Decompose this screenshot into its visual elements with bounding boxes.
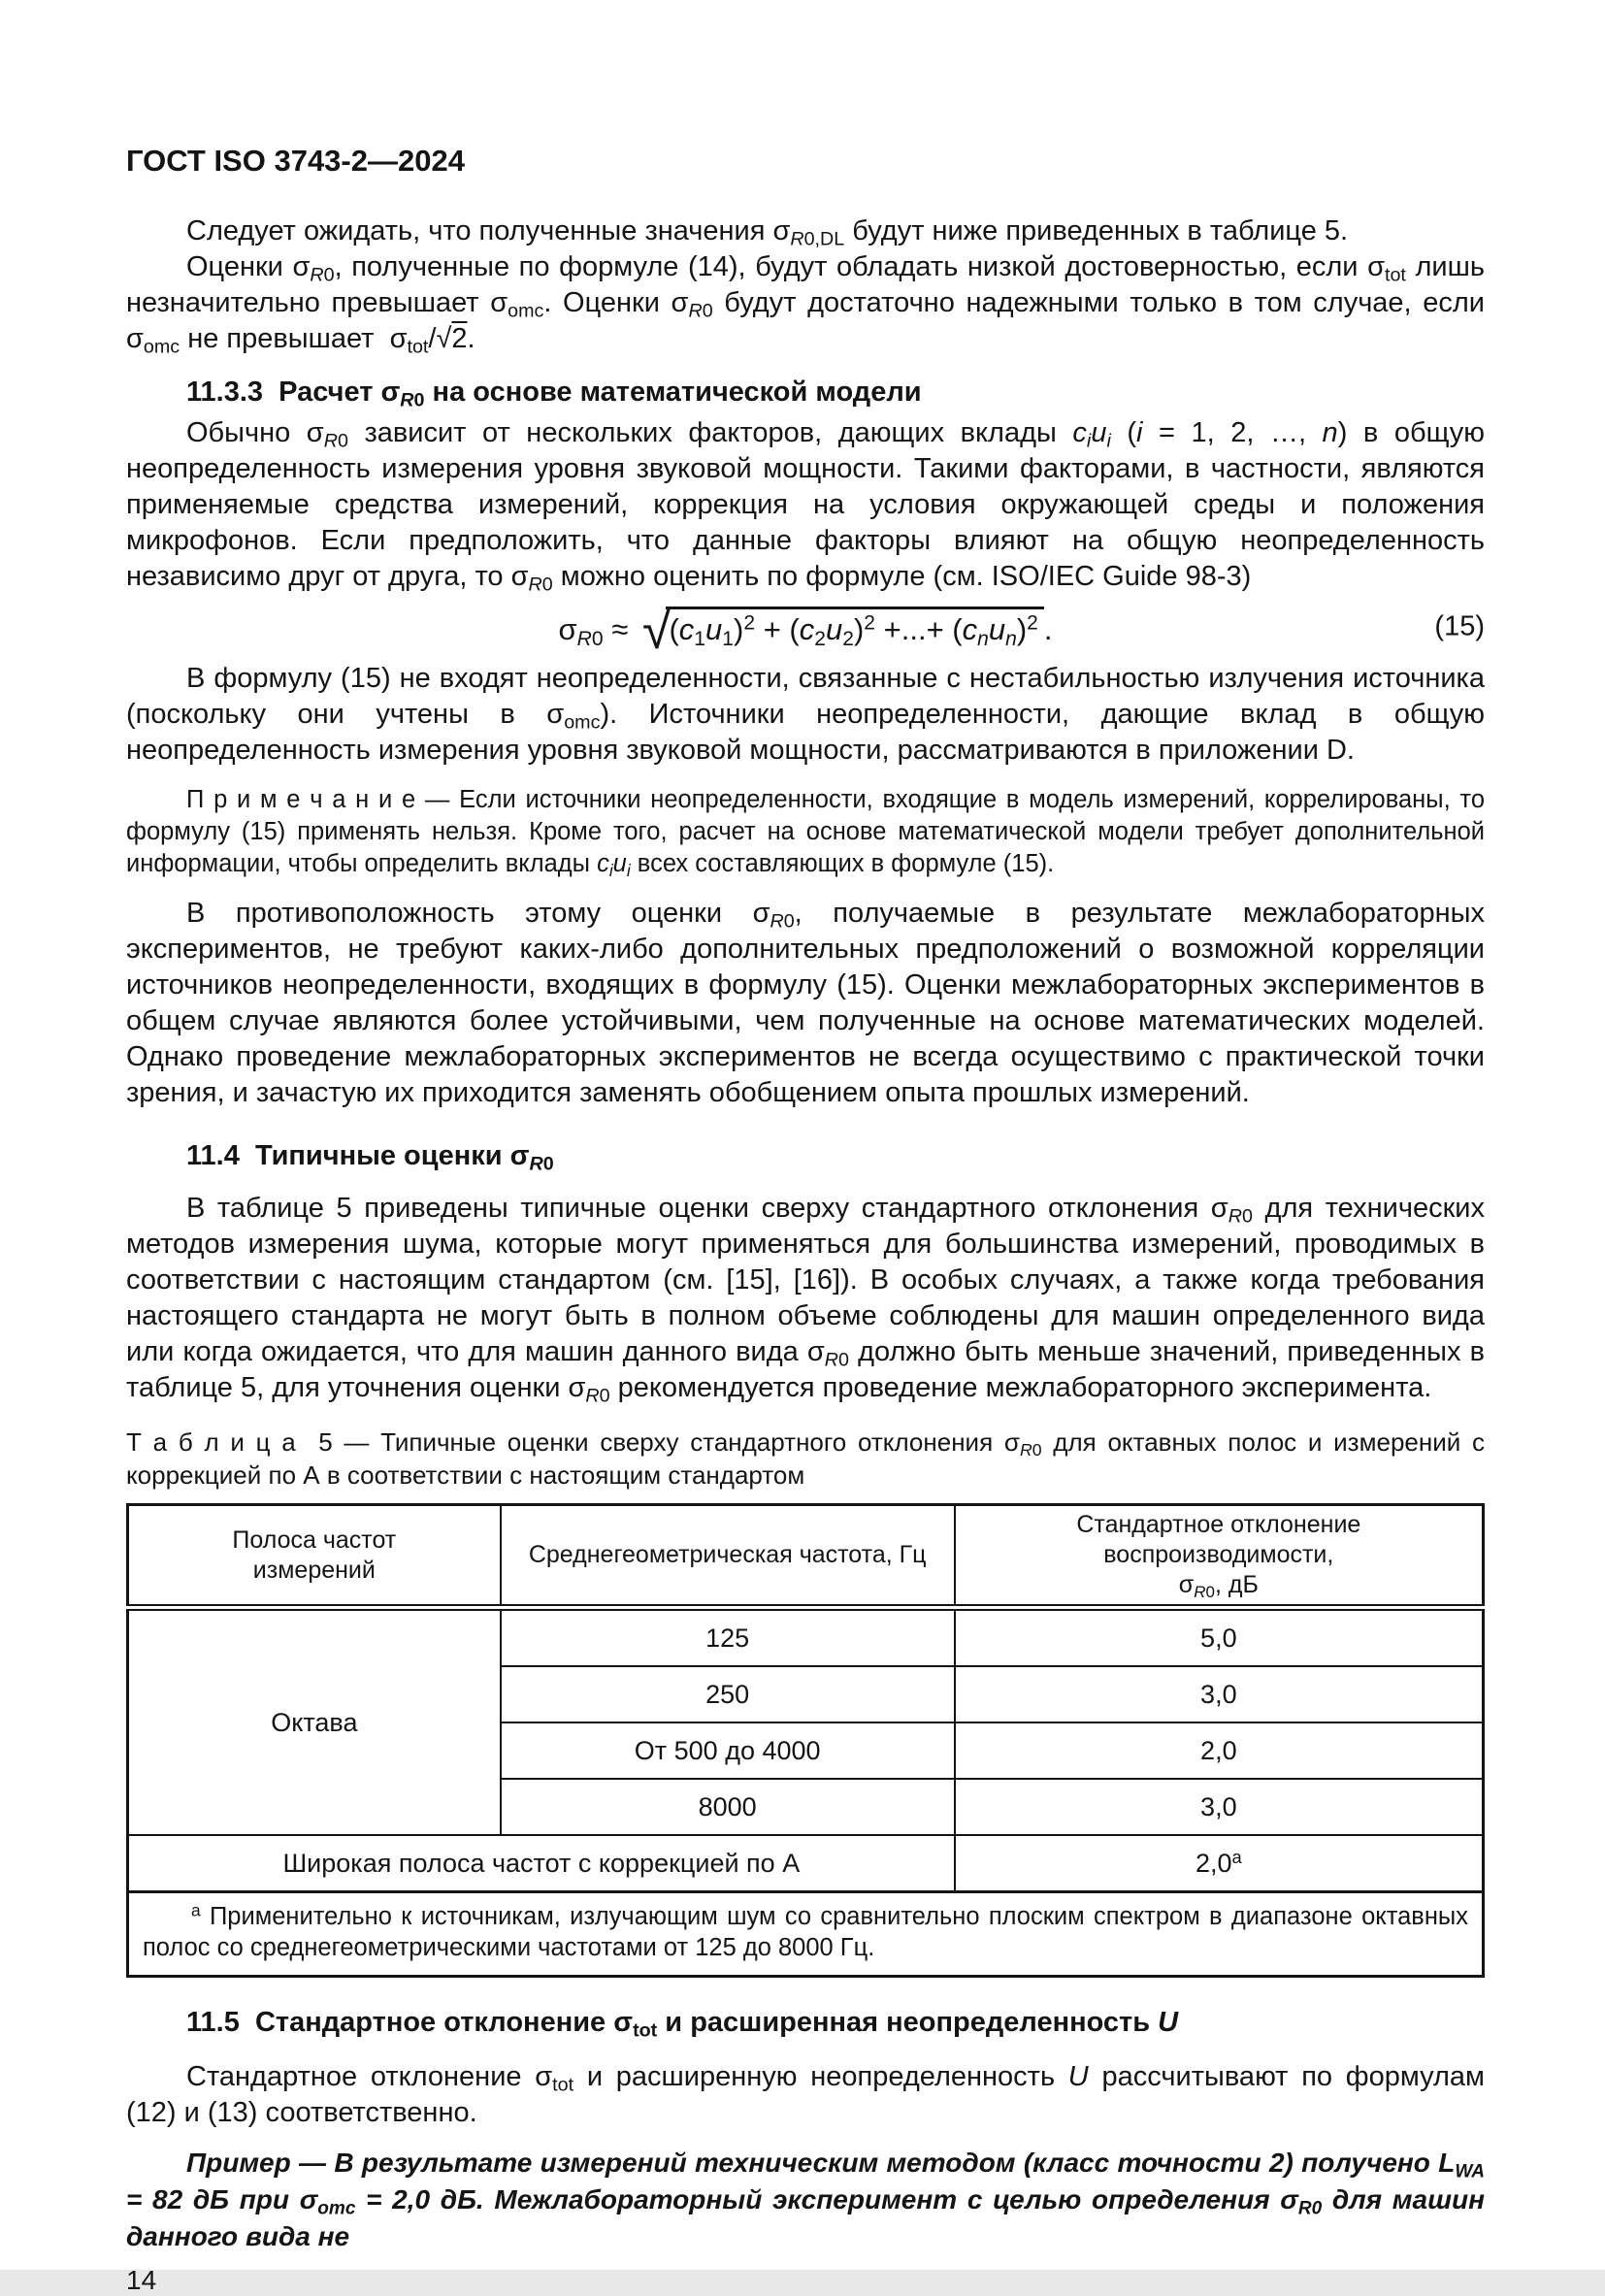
section-heading-11-4: 11.4 Типичные оценки $\sigma_{R0}$: [186, 1140, 554, 1175]
table-row-125: [128, 1608, 1484, 1667]
stddev-cell: 2,0: [955, 1722, 1484, 1779]
formula-number: (15): [1434, 610, 1485, 642]
document-standard-number: ГОСТ ISO 3743-2—2024: [126, 144, 465, 178]
table-5-caption: Т а б л и ц а 5 — Типичные оценки сверху стандартного отклонения $\sigma_{R0}$ для октавных полос и измерений с коррекцией по А в соответствии с настоящим стандартом: [126, 1427, 1486, 1490]
table-5: [126, 1503, 1485, 1978]
formula-period: .: [1043, 612, 1053, 646]
col-header-reproducibility-stddev: Стандартное отклонение воспроизводимости, $\sigma_{R0}$, дБ: [955, 1505, 1484, 1608]
paragraph-estimate-reliability: Оценки $\sigma_{R0}$, полученные по формуле (14), будут обладать низкой достоверностью, если $\sigma_{tot}$ лишь незначительно превышает $\sigma_{omc}$. Оценки $\sigma_{R0}$ будут достаточно надежными только в том случае, если $\sigma_{omc}$ не превышает $\sigma_{tot}/√2$.: [126, 251, 1485, 358]
page-number: 14: [126, 2265, 157, 2295]
table-header-row: [128, 1505, 1484, 1608]
col-header-center-frequency: Среднегеометрическая частота, Гц: [501, 1505, 955, 1608]
table-row-footnote: [128, 1892, 1484, 1977]
wideband-label-cell: Широкая полоса частот с коррекцией по А: [128, 1835, 955, 1892]
stddev-cell: 3,0: [955, 1779, 1484, 1835]
octave-band-cell: Октава: [128, 1608, 501, 1836]
paragraph-interlaboratory: В противоположность этому оценки $\sigma_{R0}$, получаемые в результате межлабораторных экспериментов, не требуют каких-либо дополнительных предположений о возможной корреляции источников неопределенности, входящих в формулу (15). Оценки межлабораторных экспериментов в общем случае являются более устойчивыми, чем полученные на основе математических моделей. Однако проведение межлабораторных экспериментов не всегда осуществимо с практической точки зрения, и зачастую их приходится заменять обобщением опыта прошлых измерений.: [126, 898, 1485, 1108]
formula-lhs: $\sigma_{R0}$ ≈: [558, 612, 637, 650]
formula-radicand: $(c_1u_1)^2 + (c_2u_2)^2$ +...+ $(c_nu_n)^2$: [666, 607, 1043, 647]
paragraph-typical-estimates: В таблице 5 приведены типичные оценки сверху стандартного отклонения $\sigma_{R0}$ для технических методов измерения шума, которые могут применяться для большинства измерений, проводимых в соответствии с настоящим стандартом (см. [15], [16]). В особых случаях, а также когда требования настоящего стандарта не могут быть в полном объеме соблюдены для машин определенного вида или когда ожидается, что для машин данного вида $\sigma_{R0}$ должно быть меньше значений, приведенных в таблице 5, для уточнения оценки $\sigma_{R0}$ рекомендуется проведение межлабораторного эксперимента.: [126, 1193, 1485, 1407]
section-heading-11-5: 11.5 Стандартное отклонение $\sigma_{tot}$ и расширенная неопределенность U: [186, 2007, 1179, 2042]
stddev-cell: 3,0: [955, 1666, 1484, 1722]
wideband-value-cell: $2,0^а$: [955, 1835, 1484, 1892]
paragraph-factors: Обычно $\sigma_{R0}$ зависит от нескольких факторов, дающих вклады $c_iu_i$ (i = 1, 2, …, n) в общую неопределенность измерения уровня звуковой мощности. Такими факторами, в частности, являются применяемые средства измерений, коррекция на условия окружающей среды и положения микрофонов. Если предположить, что данные факторы влияют на общую неопределенность независимо друг от друга, то $\sigma_{R0}$ можно оценить по формуле (см. ISO/IEC Guide 98-3): [126, 417, 1485, 596]
paragraph-formula-exclusions: В формулу (15) не входят неопределенности, связанные с нестабильностью излучения источника (поскольку они учтены в $\sigma_{omc}$). Источники неопределенности, дающие вклад в общую неопределенность измерения уровня звуковой мощности, рассматриваются в приложении D.: [126, 663, 1486, 766]
stddev-cell: 5,0: [955, 1608, 1484, 1667]
frequency-cell: От 500 до 4000: [501, 1722, 955, 1779]
note-paragraph: П р и м е ч а н и е — Если источники неопределенности, входящие в модель измерений, коррелированы, то формулу (15) применять нельзя. Кроме того, расчет на основе математической модели требует дополнительной информации, чтобы определить вклады $c_iu_i$ всех составляющих в формуле (15).: [126, 786, 1485, 880]
paragraph-stddev-calculation: Стандартное отклонение $\sigma_{tot}$ и расширенную неопределенность U рассчитывают по формулам (12) и (13) соответственно.: [126, 2061, 1485, 2128]
frequency-cell: 250: [501, 1666, 955, 1722]
paragraph-expected-values: Следует ожидать, что полученные значения $\sigma_{R0,DL}$ будут ниже приведенных в таблице 5.: [186, 215, 1349, 250]
radical-sign: √: [641, 602, 671, 660]
frequency-cell: 8000: [501, 1779, 955, 1835]
table-row-wideband: [128, 1835, 1484, 1892]
formula-15: [126, 602, 1485, 660]
example-paragraph: Пример — В результате измерений техническим методом (класс точности 2) получено $L_{WA} = 82$ дБ при $\sigma_{omc} = 2,0$ дБ. Межлабораторный эксперимент с целью определения $\sigma_{R0}$ для машин данного вида не: [126, 2148, 1485, 2251]
section-heading-11-3-3: 11.3.3 Расчет $\sigma_{R0}$ на основе математической модели: [186, 377, 922, 411]
formula-15-body: [558, 602, 1053, 660]
col-header-frequency-band: Полоса частот измерений: [128, 1505, 501, 1608]
frequency-cell: 125: [501, 1608, 955, 1667]
table-footnote: $^а$ Применительно к источникам, излучающим шум со сравнительно плоским спектром в диапазоне октавных полос со среднегеометрическими частотами от 125 до 8000 Гц.: [128, 1892, 1484, 1977]
